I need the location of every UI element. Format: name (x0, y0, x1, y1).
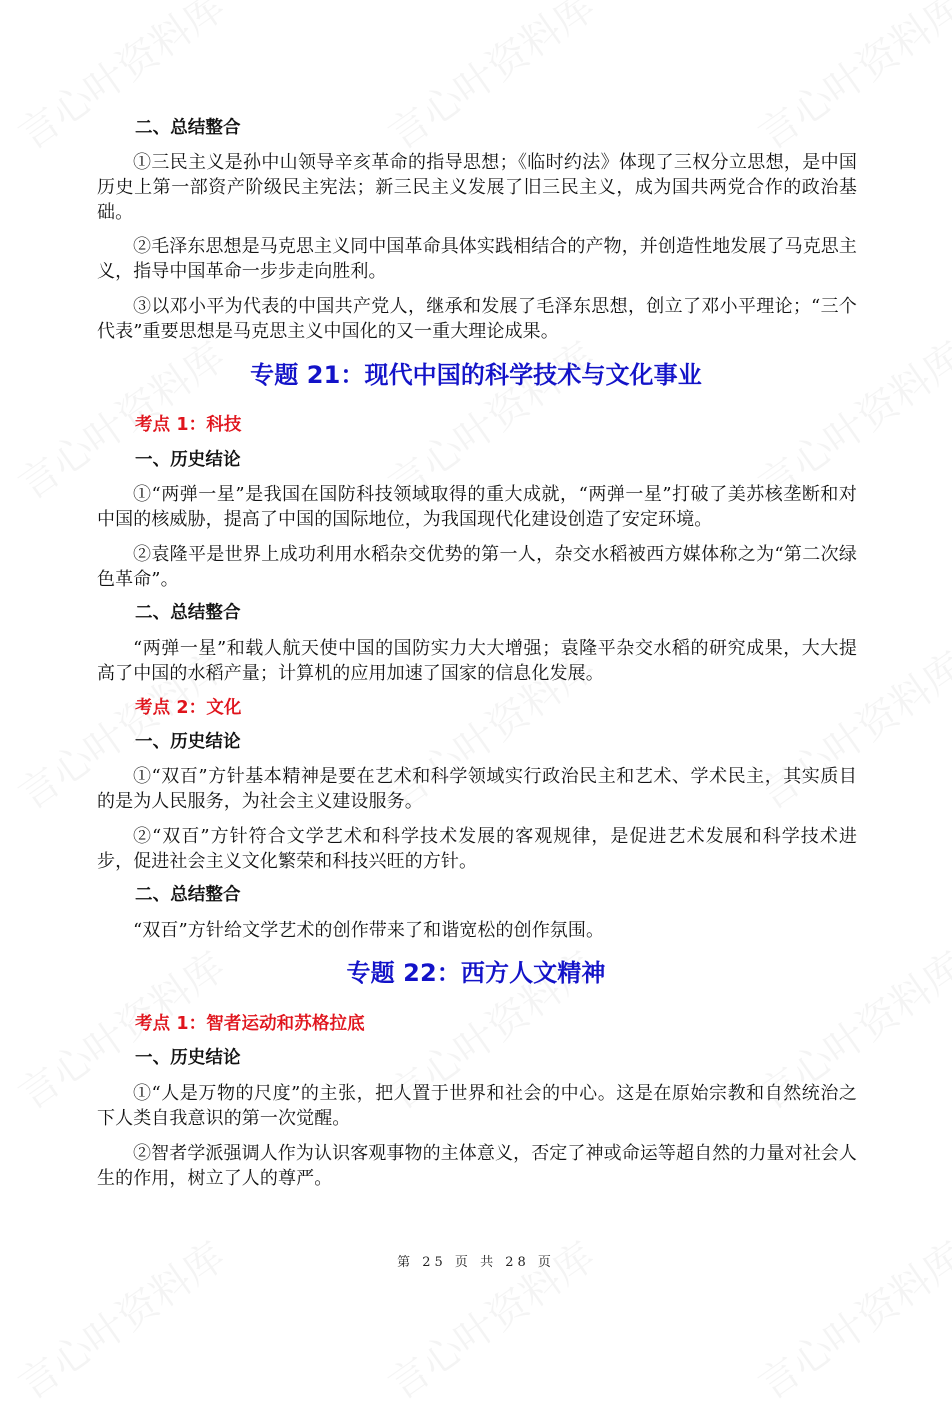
paragraph: ③以邓小平为代表的中国共产党人，继承和发展了毛泽东思想，创立了邓小平理论；“三个代表”重要思想是马克思主义中国化的又一重大理论成果。 (97, 296, 857, 342)
section-heading: 一、历史结论 (135, 450, 241, 470)
paragraph: ②智者学派强调人作为认识客观事物的主体意义，否定了神或命运等超自然的力量对社会人生的作用，树立了人的尊严。 (97, 1143, 857, 1189)
section-heading: 一、历史结论 (135, 1048, 241, 1068)
paragraph: ②“双百”方针符合文学艺术和科学技术发展的客观规律，是促进艺术发展和科学技术进步，促进社会主义文化繁荣和科技兴旺的方针。 (97, 826, 857, 872)
section-heading: 二、总结整合 (135, 885, 241, 905)
key-point-heading: 考点 1：科技 (135, 415, 242, 435)
section-heading: 一、历史结论 (135, 732, 241, 752)
topic-title: 专题 21：现代中国的科学技术与文化事业 (250, 361, 702, 389)
paragraph: “双百”方针给文学艺术的创作带来了和谐宽松的创作氛围。 (133, 920, 605, 941)
paragraph: ①“双百”方针基本精神是要在艺术和科学领域实行政治民主和艺术、学术民主，其实质目的是为人民服务，为社会主义建设服务。 (97, 766, 857, 812)
section-heading: 二、总结整合 (135, 118, 241, 138)
paragraph: ②毛泽东思想是马克思主义同中国革命具体实践相结合的产物，并创造性地发展了马克思主义，指导中国革命一步步走向胜利。 (97, 236, 857, 282)
paragraph: ②袁隆平是世界上成功利用水稻杂交优势的第一人，杂交水稻被西方媒体称之为“第二次绿色革命”。 (97, 544, 857, 590)
paragraph: “两弹一星”和载人航天使中国的国防实力大大增强；袁隆平杂交水稻的研究成果，大大提高了中国的水稻产量；计算机的应用加速了国家的信息化发展。 (97, 638, 857, 684)
paragraph: ①三民主义是孙中山领导辛亥革命的指导思想；《临时约法》体现了三权分立思想，是中国历史上第一部资产阶级民主宪法；新三民主义发展了旧三民主义，成为国共两党合作的政治基础。 (97, 152, 857, 223)
page-footer: 第 25 页 共 28 页 (397, 1255, 555, 1270)
section-heading: 二、总结整合 (135, 603, 241, 623)
paragraph: ①“两弹一星”是我国在国防科技领域取得的重大成就，“两弹一星”打破了美苏核垄断和对中国的核威胁，提高了中国的国际地位，为我国现代化建设创造了安定环境。 (97, 484, 857, 530)
paragraph: ①“人是万物的尺度”的主张，把人置于世界和社会的中心。这是在原始宗教和自然统治之下人类自我意识的第一次觉醒。 (97, 1083, 857, 1129)
topic-title: 专题 22：西方人文精神 (346, 959, 606, 987)
key-point-heading: 考点 1：智者运动和苏格拉底 (135, 1014, 365, 1034)
key-point-heading: 考点 2：文化 (135, 698, 242, 718)
